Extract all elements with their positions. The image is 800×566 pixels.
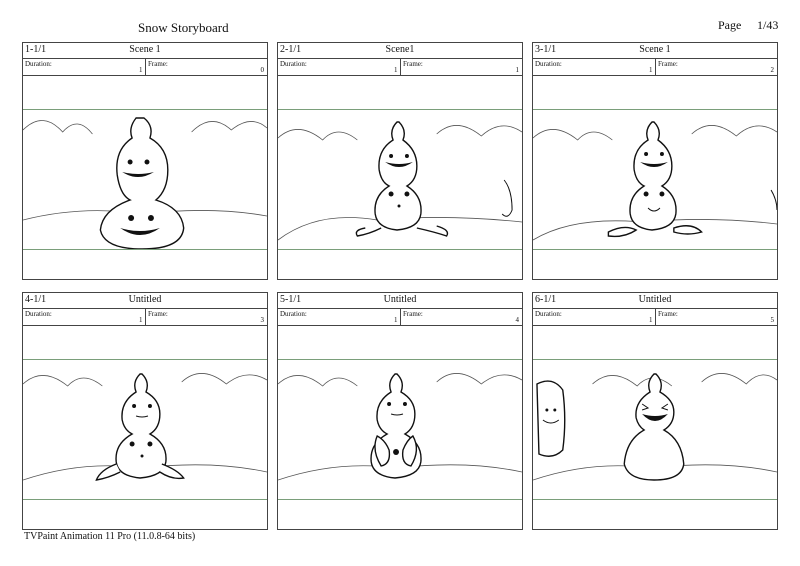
- duration-label: Duration:: [280, 310, 307, 318]
- frame-value: 0: [260, 66, 264, 74]
- panel-info: [533, 309, 777, 326]
- info-divider: [145, 59, 146, 75]
- panel-drawing: [23, 109, 267, 250]
- storyboard-panel-2[interactable]: [277, 42, 523, 280]
- scene-name: Untitled: [128, 294, 162, 305]
- storyboard-panel-6[interactable]: [532, 292, 778, 530]
- storyboard-panel-5[interactable]: [277, 292, 523, 530]
- scene-name: Scene 1: [639, 44, 671, 55]
- frame-label: Frame:: [658, 60, 678, 68]
- panel-info: [23, 59, 267, 76]
- sketch-image: [533, 360, 777, 499]
- shot-number: 4-1/1: [25, 294, 47, 305]
- panel-drawing: [23, 359, 267, 500]
- sketch-image: [23, 110, 267, 249]
- scene-name: Scene1: [385, 44, 415, 55]
- info-divider: [655, 59, 656, 75]
- panel-info: [278, 59, 522, 76]
- shot-number: 6-1/1: [535, 294, 557, 305]
- duration-value: 1: [139, 316, 143, 324]
- page-label: Page: [718, 18, 742, 32]
- info-divider: [400, 309, 401, 325]
- scene-name: Untitled: [383, 294, 417, 305]
- frame-value: 4: [515, 316, 519, 324]
- frame-label: Frame:: [403, 310, 423, 318]
- panel-drawing: [533, 109, 777, 250]
- frame-label: Frame:: [403, 60, 423, 68]
- sketch-image: [533, 110, 777, 249]
- info-divider: [400, 59, 401, 75]
- frame-value: 5: [770, 316, 774, 324]
- duration-label: Duration:: [535, 60, 562, 68]
- storyboard-panel-3[interactable]: [532, 42, 778, 280]
- scene-name: Scene 1: [129, 44, 161, 55]
- panel-drawing: [533, 359, 777, 500]
- frame-label: Frame:: [148, 60, 168, 68]
- frame-value: 1: [515, 66, 519, 74]
- sketch-image: [278, 110, 522, 249]
- frame-label: Frame:: [148, 310, 168, 318]
- storyboard-panel-1[interactable]: [22, 42, 268, 280]
- storyboard-title: Snow Storyboard: [138, 20, 229, 35]
- panel-info: [278, 309, 522, 326]
- panel-info: [23, 309, 267, 326]
- panel-header: [533, 43, 777, 59]
- shot-number: 5-1/1: [280, 294, 302, 305]
- duration-label: Duration:: [280, 60, 307, 68]
- page-number: 1/43: [757, 18, 779, 32]
- frame-value: 2: [770, 66, 774, 74]
- shot-number: 2-1/1: [280, 44, 302, 55]
- panel-info: [533, 59, 777, 76]
- duration-value: 1: [394, 66, 398, 74]
- sketch-image: [278, 360, 522, 499]
- duration-label: Duration:: [25, 60, 52, 68]
- duration-label: Duration:: [25, 310, 52, 318]
- panel-header: [533, 293, 777, 309]
- duration-value: 1: [649, 316, 653, 324]
- shot-number: 1-1/1: [25, 44, 47, 55]
- shot-number: 3-1/1: [535, 44, 557, 55]
- frame-value: 3: [260, 316, 264, 324]
- duration-value: 1: [394, 316, 398, 324]
- panel-drawing: [278, 109, 522, 250]
- info-divider: [145, 309, 146, 325]
- panel-header: [278, 293, 522, 309]
- panel-header: [278, 43, 522, 59]
- scene-name: Untitled: [638, 294, 672, 305]
- panel-header: [23, 43, 267, 59]
- panel-drawing: [278, 359, 522, 500]
- duration-value: 1: [649, 66, 653, 74]
- footer-software-info: TVPaint Animation 11 Pro (11.0.8-64 bits): [24, 531, 196, 542]
- info-divider: [655, 309, 656, 325]
- duration-label: Duration:: [535, 310, 562, 318]
- sketch-image: [23, 360, 267, 499]
- frame-label: Frame:: [658, 310, 678, 318]
- storyboard-panel-4[interactable]: [22, 292, 268, 530]
- panel-header: [23, 293, 267, 309]
- duration-value: 1: [139, 66, 143, 74]
